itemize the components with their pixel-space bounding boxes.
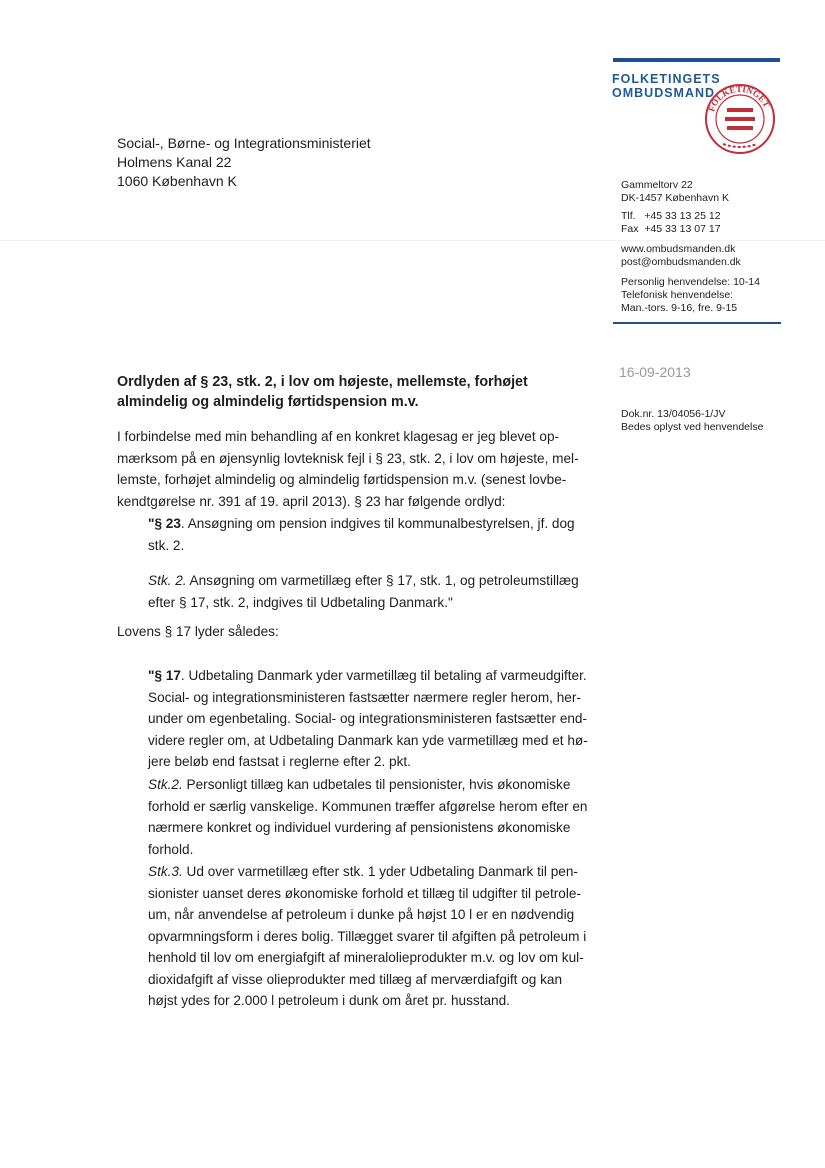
section-ref: "§ 17 (148, 668, 181, 683)
text-line: Ansøgning om varmetillæg efter § 17, stk. 1, og petroleumstillæg (186, 573, 579, 588)
recipient-name: Social-, Børne- og Integrationsministeriet (117, 135, 371, 151)
contact-phone (621, 210, 721, 236)
text-line: opvarmningsform i deres bolig. Tillægget svarer til afgiften på petroleum i (148, 928, 587, 944)
contact-hours (621, 276, 760, 315)
quote-17-stk2 (148, 774, 587, 860)
text-line: I forbindelse med min behandling af en konkret klagesag er jeg blevet op- (117, 429, 560, 444)
text-line: videre regler om, at Udbetaling Danmark kan yde varmetillæg med et hø- (148, 732, 588, 748)
contact-street: Gammeltorv 22 (621, 179, 693, 191)
text-line: Ud over varmetillæg efter stk. 1 yder Udbetaling Danmark til pen- (182, 864, 578, 879)
svg-text:FOLKETINGET: FOLKETINGET (706, 83, 772, 113)
recipient-street: Holmens Kanal 22 (117, 154, 232, 170)
intro-paragraph (117, 426, 579, 512)
text-line: nærmere konkret og individuel vurdering af pensionistens økonomiske (148, 820, 571, 835)
website-link[interactable]: www.ombudsmanden.dk (621, 243, 736, 255)
recipient-address (117, 134, 371, 191)
text-line: Personligt tillæg kan udbetales til pensionister, hvis økonomiske (182, 777, 571, 792)
scan-line (0, 240, 825, 241)
doc-note: Bedes oplyst ved henvendelse (621, 421, 764, 433)
hours-days: Man.-tors. 9-16, fre. 9-15 (621, 302, 738, 314)
text-line: dioxidafgift af visse olieprodukter med tillæg af merværdiafgift og kan (148, 971, 563, 987)
contact-rule (613, 322, 781, 324)
text-line: jere beløb end fastsat i reglerne efter 2. pkt. (148, 754, 411, 769)
contact-web (621, 243, 741, 269)
quote-23 (148, 513, 575, 556)
text-line: . Udbetaling Danmark yder varmetillæg til betaling af varmeudgifter. (180, 668, 587, 683)
doc-reference (621, 408, 763, 434)
hours-personal: Personlig henvendelse: 10-14 (621, 276, 760, 288)
text-line: sionister uanset deres økonomiske forhold et tillæg til udgifter til petrole- (148, 885, 581, 901)
text-line: henhold til lov om energiafgift af mineralolieprodukter m.v. og lov om kul- (148, 950, 584, 965)
text-line: Social- og integrationsministeren fastsætter nærmere regler herom, her- (148, 689, 581, 705)
folketinget-seal-logo (703, 82, 777, 156)
org-line-1: FOLKETINGETS (612, 72, 721, 86)
text-line: . Ansøgning om pension indgives til kommunalbestyrelsen, jf. dog (180, 516, 575, 531)
text-line: lemste, forhøjet almindelig og almindelig førtidspension m.v. (senest lovbe- (117, 472, 567, 487)
letter-subject: Ordlyden af § 23, stk. 2, i lov om højeste, mellemste, forhøjet almindelig og almindelig førtidspension m.v. (117, 374, 528, 410)
section-ref: "§ 23 (148, 516, 181, 531)
doc-number: Dok.nr. 13/04056-1/JV (621, 408, 726, 420)
fax: Fax +45 33 13 07 17 (621, 223, 721, 235)
text-line: mærksom på en øjensynlig lovteknisk fejl i § 23, stk. 2, i lov om højeste, mel- (117, 450, 579, 466)
header-rule (613, 58, 780, 62)
quote-23-stk2 (148, 570, 579, 613)
recipient-city: 1060 København K (117, 173, 237, 189)
text-line: stk. 2. (148, 537, 185, 553)
hours-phone: Telefonisk henvendelse: (621, 289, 734, 301)
text-line: højst ydes for 2.000 l petroleum i dunk om året pr. husstand. (148, 993, 510, 1008)
text-line: forhold. (148, 841, 194, 857)
section-ref: Stk.2. (148, 777, 183, 792)
quote-17-stk3 (148, 861, 586, 1012)
lead-paragraph: Lovens § 17 lyder således: (117, 624, 279, 639)
email-link[interactable]: post@ombudsmanden.dk (621, 256, 741, 268)
contact-city: DK-1457 København K (621, 192, 729, 204)
contact-address (621, 179, 729, 205)
letter-date: 16-09-2013 (619, 364, 691, 380)
section-ref: Stk.3. (148, 864, 183, 879)
org-line-2: OMBUDSMAND (612, 86, 716, 100)
section-ref: Stk. 2. (148, 573, 187, 588)
text-line: efter § 17, stk. 2, indgives til Udbetaling Danmark." (148, 594, 453, 610)
phone: Tlf. +45 33 13 25 12 (621, 210, 721, 222)
text-line: under om egenbetaling. Social- og integrationsministeren fastsætter end- (148, 711, 588, 726)
text-line: kendtgørelse nr. 391 af 19. april 2013). § 23 har følgende ordlyd: (117, 493, 506, 509)
text-line: forhold er særlig vanskelige. Kommunen træffer afgørelse herom efter en (148, 798, 588, 814)
text-line: um, når anvendelse af petroleum i dunke på højst 10 l er en nødvendig (148, 907, 575, 922)
quote-17 (148, 665, 588, 773)
